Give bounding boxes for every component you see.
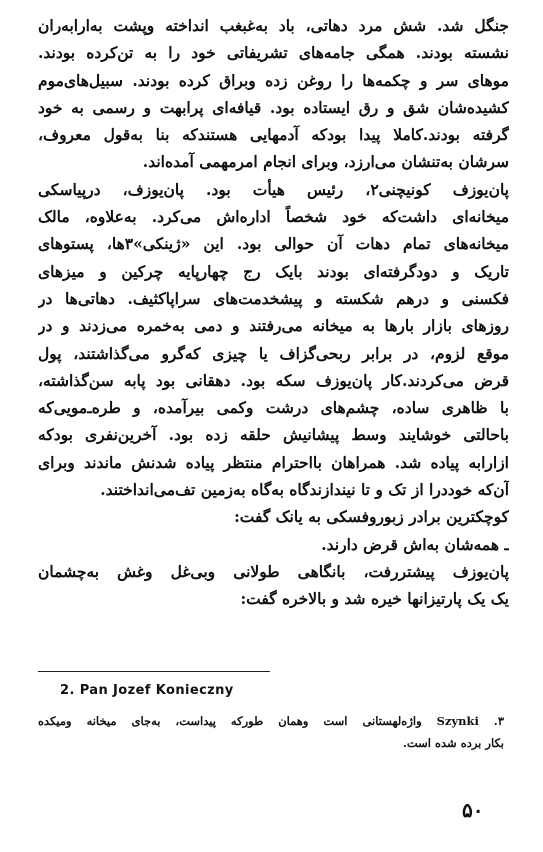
footnote-line: ۳. Szynki واژه‌لهستانی است وهمان طورکه پیداست، به‌جای میخانه ومیکده — [38, 714, 504, 728]
text-line: آن‌که خوددرا از تک و تا نیندازندگاه به‌گاه به‌زمین تف‌می‌انداختند. — [100, 480, 509, 500]
text-line: ازارابه پیاده شد. همراهان بااحترام منتظر پیاده شدنش ماندند وبرای — [38, 452, 509, 472]
text-line: پان‌یوزف کونیچنی۲، رئیس هیأت بود. پان‌یوزف، درپیاسکی — [38, 179, 509, 199]
page-number: ۵۰ — [462, 798, 484, 822]
text-line: موقع لزوم، در برابر ربحی‌گزاف یا چیزی که‌گرو می‌گذاشتند، پول — [38, 343, 509, 363]
text-line: فکسنی و درهم شکسته و پیشخدمت‌های سراپاکثیف. دهاتی‌ها در — [38, 288, 509, 308]
text-line: میخانه‌های تمام دهات آن حوالی بود. این «ژینکی»۳ها، پستوهای — [38, 234, 509, 254]
text-line: روزهای بازار بارها به میخانه می‌رفتند و دمی به‌خمره می‌زدند و در — [38, 316, 509, 336]
text-line: کشیده‌شان شق و رق ایستاده بود. قیافه‌ای پرابهت و رسمی به خود — [38, 97, 509, 117]
text-line: جنگل شد. شش مرد دهاتی، باد به‌غبغب انداخته وپشت به‌ارابه‌ران — [38, 16, 509, 35]
text-line: سرشان به‌تنشان می‌ارزد، وبرای انجام امرمهمی آمده‌اند. — [142, 152, 509, 172]
footnote-line: بکار برده شده است. — [402, 736, 504, 750]
text-line: با ظاهری ساده، چشم‌های درشت وکمی بیرآمده، و طره‌ـ‌مویی‌که — [38, 398, 509, 418]
text-line: موهای سر و چکمه‌ها را روغن زده وبراق کرده بودند. سبیل‌های‌موم — [38, 70, 509, 90]
text-line: یک یک پارتیزانها خیره شد و بالاخره گفت: — [240, 589, 509, 609]
text-line: میخانه‌ای داشت‌که خود شخصاً اداره‌اش می‌کرد. به‌علاوه، مالک — [38, 207, 509, 227]
text-line: تاریک و دودگرفته‌ای بودند بایک رج چهارپایه چرکین و میزهای — [38, 261, 509, 281]
text-line: گرفته بودند.کاملا پیدا بودکه آدمهایی هستندکه بنا به‌قول معروف، — [38, 125, 509, 145]
text-line: قرض می‌کردند.کار پان‌یوزف سکه بود. دهقانی بود پابه سن‌گذاشته، — [38, 370, 509, 390]
body-text — [38, 12, 509, 613]
footnote-divider — [38, 671, 270, 672]
text-line: نشسته بودند. همگی جامه‌های تشریفاتی خود را به تن‌کرده بودند. — [38, 43, 509, 63]
text-line: پان‌یوزف پیشتررفت، بانگاهی طولانی وبی‌غل وغش به‌چشمان — [38, 561, 509, 581]
text-line: باحالتی خوشایند وسط پیشانیش حلقه زده بود. آخرین‌نفری بودکه — [38, 425, 509, 445]
text-line: کوچکترین برادر زبوروفسکی به یانک گفت: — [234, 507, 509, 527]
text-line: ـ همه‌شان به‌اش قرض دارند. — [321, 534, 509, 554]
footnote-3 — [38, 710, 504, 754]
footnote-2: 2. Pan Jozef Konieczny — [60, 683, 234, 698]
